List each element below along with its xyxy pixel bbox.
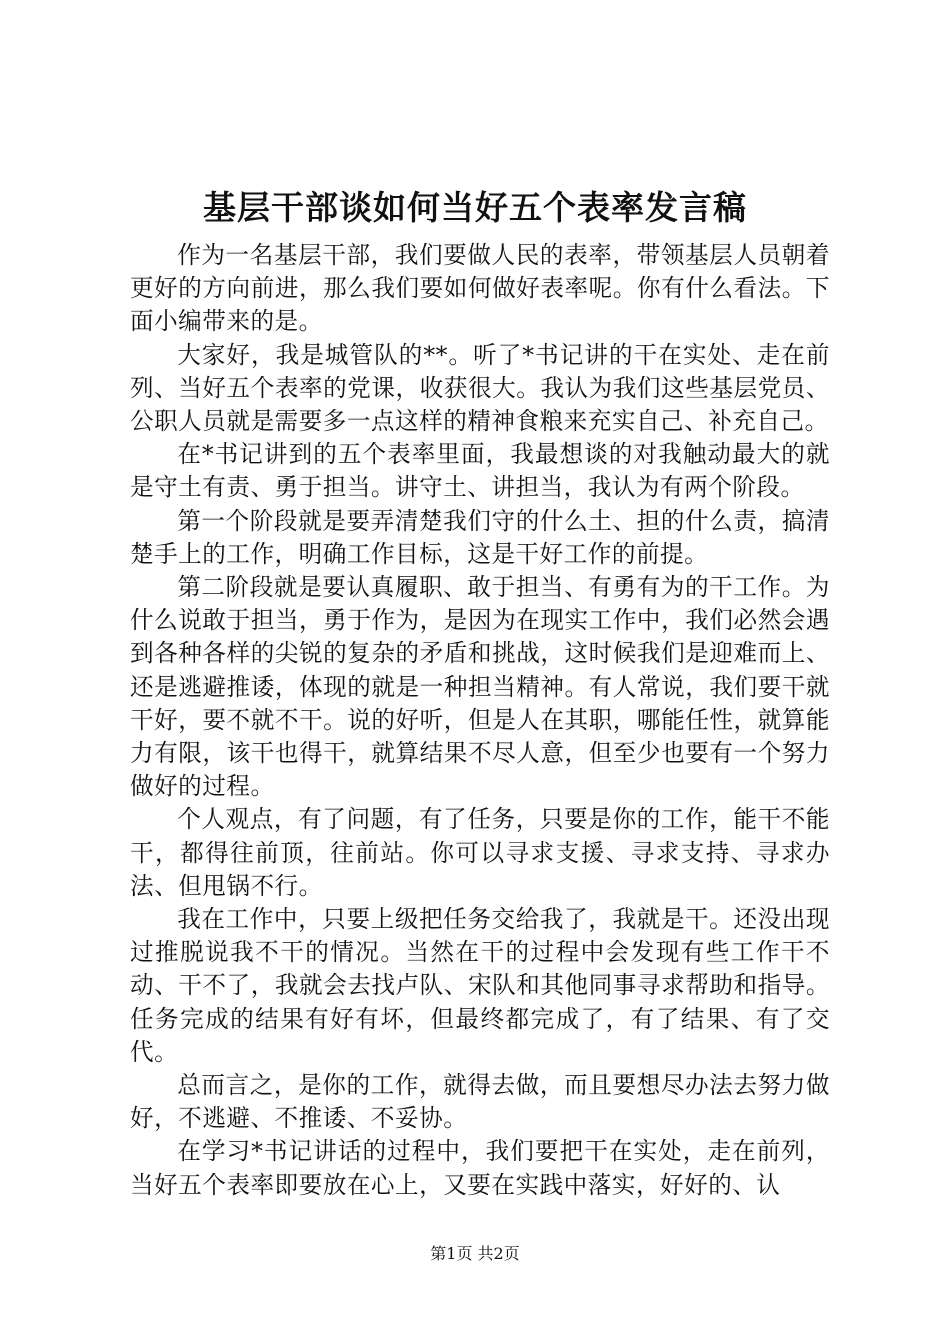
page-number-footer: 第1页 共2页 xyxy=(430,1244,520,1263)
document-title: 基层干部谈如何当好五个表率发言稿 xyxy=(203,188,747,227)
document-body xyxy=(130,239,830,1202)
paragraph: 总而言之，是你的工作，就得去做，而且要想尽办法去努力做好，不逃避、不推诿、不妥协。 xyxy=(130,1071,830,1133)
paragraph: 第二阶段就是要认真履职、敢于担当、有勇有为的干工作。为什么说敢于担当，勇于作为，是因为在现实工作中，我们必然会遇到各种各样的尖锐的复杂的矛盾和挑战，这时候我们是迎难而上、还是逃避推诿，体现的就是一种担当精神。有人常说，我们要干就干好，要不就不干。说的好听，但是人在其职，哪能任性，就算能力有限，该干也得干，就算结果不尽人意，但至少也要有一个努力做好的过程。 xyxy=(130,573,830,801)
paragraph: 个人观点，有了问题，有了任务，只要是你的工作，能干不能干，都得往前顶，往前站。你可以寻求支援、寻求支持、寻求办法、但甩锅不行。 xyxy=(130,805,830,900)
paragraph: 在学习*书记讲话的过程中，我们要把干在实处，走在前列，当好五个表率即要放在心上，又要在实践中落实，好好的、认 xyxy=(130,1137,830,1199)
paragraph: 作为一名基层干部，我们要做人民的表率，带领基层人员朝着更好的方向前进，那么我们要如何做好表率呢。你有什么看法。下面小编带来的是。 xyxy=(130,241,830,336)
paragraph: 在*书记讲到的五个表率里面，我最想谈的对我触动最大的就是守土有责、勇于担当。讲守土、讲担当，我认为有两个阶段。 xyxy=(130,440,830,502)
paragraph: 第一个阶段就是要弄清楚我们守的什么土、担的什么责，搞清楚手上的工作，明确工作目标，这是干好工作的前提。 xyxy=(130,506,830,568)
paragraph: 我在工作中，只要上级把任务交给我了，我就是干。还没出现过推脱说我不干的情况。当然在干的过程中会发现有些工作干不动、干不了，我就会去找卢队、宋队和其他同事寻求帮助和指导。任务完成的结果有好有坏，但最终都完成了，有了结果、有了交代。 xyxy=(130,905,830,1066)
paragraph: 大家好，我是城管队的**。听了*书记讲的干在实处、走在前列、当好五个表率的党课，收获很大。我认为我们这些基层党员、公职人员就是需要多一点这样的精神食粮来充实自己、补充自己。 xyxy=(130,340,830,436)
